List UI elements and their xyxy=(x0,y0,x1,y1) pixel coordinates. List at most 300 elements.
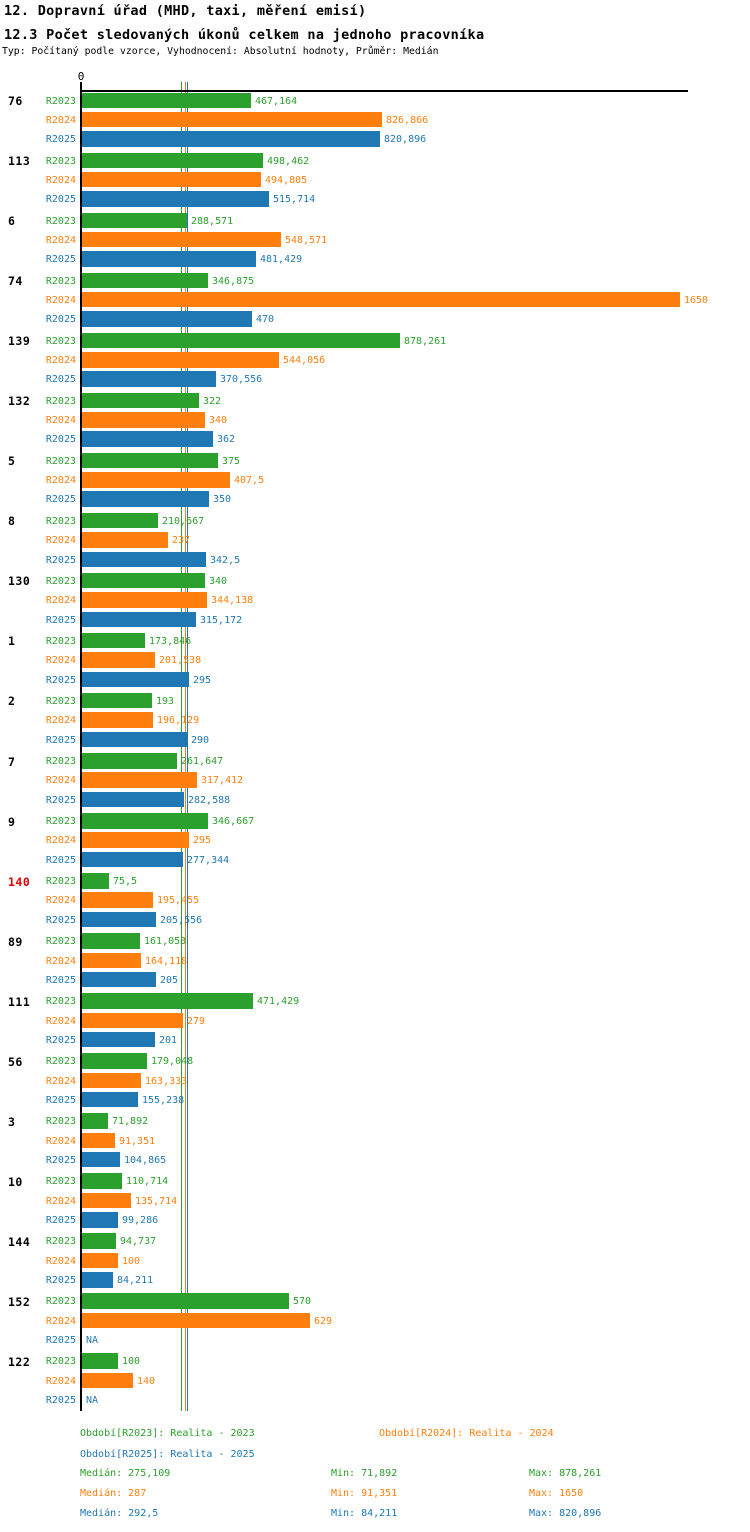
series-label-r2024: R2024 xyxy=(45,715,76,727)
stat-min-r2023: Min: 71,892 xyxy=(331,1468,398,1479)
series-label-r2024: R2024 xyxy=(45,895,76,907)
bar-group-132 xyxy=(0,390,750,450)
bar-row xyxy=(0,1193,750,1212)
legend-item-r2025: Období[R2025]: Realita - 2025 xyxy=(80,1449,255,1460)
group-label: 8 xyxy=(8,514,16,529)
bar-group-9 xyxy=(0,811,750,871)
bar-r2024 xyxy=(82,652,155,668)
bar-value-label: 570 xyxy=(293,1296,312,1308)
series-label-r2023: R2023 xyxy=(45,1236,76,1248)
bar-value-label: 470 xyxy=(256,314,275,326)
series-label-r2025: R2025 xyxy=(45,194,76,206)
bar-r2023 xyxy=(82,933,140,949)
x-axis-line xyxy=(80,90,688,92)
bar-r2024 xyxy=(82,1193,131,1209)
series-label-r2023: R2023 xyxy=(45,95,76,107)
bar-r2023 xyxy=(82,1113,108,1129)
group-label: 76 xyxy=(8,94,23,108)
bar-row xyxy=(0,813,750,832)
group-label: 7 xyxy=(8,754,16,769)
series-label-r2023: R2023 xyxy=(45,756,76,768)
bar-row xyxy=(0,453,750,472)
bar-r2025 xyxy=(82,912,156,928)
bar-value-label: 340 xyxy=(209,575,228,587)
series-label-r2025: R2025 xyxy=(45,1034,76,1046)
bar-row xyxy=(0,1152,750,1171)
bar-value-label: 99,286 xyxy=(122,1215,159,1227)
page-subtitle: 12.3 Počet sledovaných úkonů celkem na jednoho pracovníka xyxy=(4,27,485,43)
series-label-r2025: R2025 xyxy=(45,914,76,926)
bar-r2023 xyxy=(82,573,205,589)
bar-row xyxy=(0,1133,750,1152)
group-label: 139 xyxy=(8,334,31,349)
bar-r2024 xyxy=(82,592,207,608)
series-label-r2023: R2023 xyxy=(45,575,76,587)
bar-row xyxy=(0,1053,750,1072)
bar-value-label: 317,412 xyxy=(201,775,244,787)
series-label-r2024: R2024 xyxy=(45,775,76,787)
bar-value-label: 161,053 xyxy=(144,936,187,948)
bar-row xyxy=(0,873,750,892)
series-label-r2023: R2023 xyxy=(45,215,76,227)
bar-value-label: 481,429 xyxy=(260,254,303,266)
bar-value-label: 155,238 xyxy=(142,1094,185,1106)
series-label-r2023: R2023 xyxy=(45,695,76,707)
bar-r2024 xyxy=(82,1133,115,1149)
bar-r2025 xyxy=(82,131,380,147)
group-label: 9 xyxy=(8,814,16,829)
bar-r2024 xyxy=(82,532,168,548)
bar-row xyxy=(0,732,750,751)
bar-value-label: 193 xyxy=(156,695,175,707)
bar-group-139 xyxy=(0,330,750,390)
bar-value-label: 100 xyxy=(122,1255,141,1267)
bar-group-113 xyxy=(0,150,750,210)
group-label: 140 xyxy=(8,874,31,889)
bar-r2025 xyxy=(82,672,189,688)
bar-value-label: 295 xyxy=(193,835,212,847)
bar-value-label: 826,866 xyxy=(386,114,429,126)
bar-value-label: 195,455 xyxy=(157,895,200,907)
bar-r2024 xyxy=(82,1253,118,1269)
bar-r2025 xyxy=(82,1152,120,1168)
bar-row xyxy=(0,191,750,210)
series-label-r2025: R2025 xyxy=(45,434,76,446)
group-label: 122 xyxy=(8,1354,31,1369)
bar-r2024 xyxy=(82,1373,133,1389)
series-label-r2025: R2025 xyxy=(45,974,76,986)
series-label-r2024: R2024 xyxy=(45,1015,76,1027)
bar-r2023 xyxy=(82,273,208,289)
bar-row xyxy=(0,1013,750,1032)
bar-r2023 xyxy=(82,633,145,649)
bar-r2025 xyxy=(82,732,187,748)
bar-row xyxy=(0,412,750,431)
bar-value-label: 179,048 xyxy=(151,1056,194,1068)
bar-row xyxy=(0,912,750,931)
series-label-r2023: R2023 xyxy=(45,155,76,167)
bar-row xyxy=(0,892,750,911)
bar-r2023 xyxy=(82,393,199,409)
stat-max-r2023: Max: 878,261 xyxy=(529,1468,602,1479)
bar-value-label: 471,429 xyxy=(257,996,300,1008)
bar-row xyxy=(0,172,750,191)
bar-row xyxy=(0,1272,750,1291)
bar-row xyxy=(0,491,750,510)
bar-value-label: NA xyxy=(86,1335,99,1347)
series-label-r2024: R2024 xyxy=(45,955,76,967)
series-label-r2025: R2025 xyxy=(45,254,76,266)
bar-row xyxy=(0,472,750,491)
group-label: 89 xyxy=(8,934,23,949)
bar-row xyxy=(0,153,750,172)
series-label-r2023: R2023 xyxy=(45,1176,76,1188)
bar-r2023 xyxy=(82,453,218,469)
bar-value-label: 346,667 xyxy=(212,816,255,828)
bar-row xyxy=(0,852,750,871)
group-label: 111 xyxy=(8,994,31,1009)
bar-value-label: 407,5 xyxy=(234,475,265,487)
bar-group-76 xyxy=(0,90,750,150)
bar-value-label: 322 xyxy=(203,395,222,407)
stat-median-r2024: Medián: 287 xyxy=(80,1488,147,1499)
bar-value-label: 237 xyxy=(172,535,191,547)
bar-groups xyxy=(0,90,750,1411)
bar-r2024 xyxy=(82,1313,310,1329)
bar-r2025 xyxy=(82,191,269,207)
series-label-r2024: R2024 xyxy=(45,1135,76,1147)
bar-row xyxy=(0,1173,750,1192)
bar-row xyxy=(0,712,750,731)
bar-value-label: 104,865 xyxy=(124,1154,167,1166)
bar-row xyxy=(0,532,750,551)
series-label-r2024: R2024 xyxy=(45,234,76,246)
series-label-r2024: R2024 xyxy=(45,1075,76,1087)
bar-r2024 xyxy=(82,352,279,368)
bar-value-label: 201,538 xyxy=(159,655,202,667)
stat-min-r2025: Min: 84,211 xyxy=(331,1508,398,1519)
series-label-r2024: R2024 xyxy=(45,415,76,427)
series-label-r2023: R2023 xyxy=(45,1356,76,1368)
bar-r2025 xyxy=(82,431,213,447)
bar-r2024 xyxy=(82,232,281,248)
series-label-r2024: R2024 xyxy=(45,835,76,847)
bar-row xyxy=(0,1032,750,1051)
bar-value-label: 344,138 xyxy=(211,595,254,607)
bar-value-label: 210,667 xyxy=(162,515,205,527)
series-label-r2024: R2024 xyxy=(45,294,76,306)
bar-value-label: 315,172 xyxy=(200,614,243,626)
bar-r2025 xyxy=(82,1032,155,1048)
bar-value-label: 820,896 xyxy=(384,134,427,146)
group-label: 132 xyxy=(8,394,31,409)
stat-median-r2023: Medián: 275,109 xyxy=(80,1468,171,1479)
bar-value-label: 362 xyxy=(217,434,236,446)
series-label-r2025: R2025 xyxy=(45,134,76,146)
series-label-r2025: R2025 xyxy=(45,734,76,746)
series-label-r2025: R2025 xyxy=(45,1275,76,1287)
bar-row xyxy=(0,352,750,371)
bar-value-label: 346,875 xyxy=(212,275,255,287)
series-label-r2023: R2023 xyxy=(45,876,76,888)
bar-r2025 xyxy=(82,1212,118,1228)
bar-r2024 xyxy=(82,292,680,308)
bar-row xyxy=(0,972,750,991)
series-label-r2024: R2024 xyxy=(45,1315,76,1327)
bar-r2025 xyxy=(82,552,206,568)
group-label: 130 xyxy=(8,574,31,589)
bar-value-label: 277,344 xyxy=(187,854,230,866)
bar-r2023 xyxy=(82,1293,289,1309)
bar-row xyxy=(0,1212,750,1231)
bar-value-label: 340 xyxy=(209,415,228,427)
series-label-r2025: R2025 xyxy=(45,314,76,326)
series-label-r2025: R2025 xyxy=(45,794,76,806)
bar-row xyxy=(0,792,750,811)
bar-row xyxy=(0,1353,750,1372)
bar-value-label: 515,714 xyxy=(273,194,316,206)
series-label-r2025: R2025 xyxy=(45,554,76,566)
series-label-r2024: R2024 xyxy=(45,355,76,367)
bar-value-label: 201 xyxy=(159,1034,178,1046)
bar-row xyxy=(0,933,750,952)
bar-value-label: 1650 xyxy=(684,294,709,306)
bar-row xyxy=(0,431,750,450)
bar-row xyxy=(0,1332,750,1351)
bar-group-7 xyxy=(0,751,750,811)
series-label-r2024: R2024 xyxy=(45,1255,76,1267)
group-label: 152 xyxy=(8,1294,31,1309)
series-label-r2024: R2024 xyxy=(45,475,76,487)
bar-value-label: 71,892 xyxy=(112,1116,149,1128)
bar-row xyxy=(0,333,750,352)
bar-r2025 xyxy=(82,792,184,808)
bar-row xyxy=(0,953,750,972)
series-label-r2023: R2023 xyxy=(45,1116,76,1128)
bar-row xyxy=(0,131,750,150)
bar-r2023 xyxy=(82,1233,116,1249)
bar-group-56 xyxy=(0,1051,750,1111)
bar-value-label: 350 xyxy=(213,494,232,506)
bar-r2023 xyxy=(82,873,109,889)
group-label: 2 xyxy=(8,694,16,709)
bar-row xyxy=(0,112,750,131)
bar-r2025 xyxy=(82,852,183,868)
bar-row xyxy=(0,1313,750,1332)
bar-row xyxy=(0,371,750,390)
bar-r2023 xyxy=(82,513,158,529)
bar-group-8 xyxy=(0,510,750,570)
bar-row xyxy=(0,652,750,671)
bar-r2024 xyxy=(82,712,153,728)
bar-value-label: 494,805 xyxy=(265,174,308,186)
bar-row xyxy=(0,1092,750,1111)
bar-value-label: 375 xyxy=(222,455,241,467)
bar-group-6 xyxy=(0,210,750,270)
bar-row xyxy=(0,311,750,330)
bar-r2025 xyxy=(82,612,196,628)
bar-value-label: 140 xyxy=(137,1375,156,1387)
bar-row xyxy=(0,1073,750,1092)
bar-value-label: 261,647 xyxy=(181,756,224,768)
bar-r2024 xyxy=(82,1013,183,1029)
bar-r2024 xyxy=(82,412,205,428)
bar-r2023 xyxy=(82,333,400,349)
bar-value-label: 279 xyxy=(187,1015,206,1027)
legend-item-r2023: Období[R2023]: Realita - 2023 xyxy=(80,1428,255,1439)
bar-group-122 xyxy=(0,1351,750,1411)
bar-group-152 xyxy=(0,1291,750,1351)
bar-r2024 xyxy=(82,1073,141,1089)
bar-r2025 xyxy=(82,1272,113,1288)
bar-r2023 xyxy=(82,813,208,829)
series-label-r2023: R2023 xyxy=(45,275,76,287)
bar-row xyxy=(0,573,750,592)
bar-value-label: 548,571 xyxy=(285,234,328,246)
bar-value-label: 135,714 xyxy=(135,1195,178,1207)
bar-row xyxy=(0,832,750,851)
bar-r2024 xyxy=(82,953,141,969)
bar-group-144 xyxy=(0,1231,750,1291)
bar-r2025 xyxy=(82,311,252,327)
series-label-r2025: R2025 xyxy=(45,1335,76,1347)
bar-group-140 xyxy=(0,871,750,931)
series-label-r2024: R2024 xyxy=(45,595,76,607)
bar-row xyxy=(0,513,750,532)
bar-r2025 xyxy=(82,1092,138,1108)
series-label-r2023: R2023 xyxy=(45,335,76,347)
bar-r2025 xyxy=(82,371,216,387)
bar-value-label: 282,588 xyxy=(188,794,231,806)
bar-value-label: 173,846 xyxy=(149,635,192,647)
bar-r2024 xyxy=(82,772,197,788)
stat-median-r2025: Medián: 292,5 xyxy=(80,1508,159,1519)
group-label: 3 xyxy=(8,1114,16,1129)
bar-row xyxy=(0,592,750,611)
bar-value-label: 94,737 xyxy=(120,1236,157,1248)
series-label-r2023: R2023 xyxy=(45,515,76,527)
bar-group-1 xyxy=(0,630,750,690)
bar-value-label: 629 xyxy=(314,1315,333,1327)
bar-row xyxy=(0,1373,750,1392)
series-label-r2023: R2023 xyxy=(45,455,76,467)
bar-value-label: 205 xyxy=(160,974,179,986)
series-label-r2025: R2025 xyxy=(45,1215,76,1227)
bar-r2023 xyxy=(82,1053,147,1069)
series-label-r2023: R2023 xyxy=(45,635,76,647)
bar-r2023 xyxy=(82,1353,118,1369)
bar-value-label: 290 xyxy=(191,734,210,746)
group-label: 1 xyxy=(8,634,16,649)
series-label-r2023: R2023 xyxy=(45,816,76,828)
bar-value-label: 100 xyxy=(122,1356,141,1368)
bar-row xyxy=(0,993,750,1012)
bar-value-label: 91,351 xyxy=(119,1135,156,1147)
stat-min-r2024: Min: 91,351 xyxy=(331,1488,398,1499)
bar-row xyxy=(0,1113,750,1132)
group-label: 6 xyxy=(8,214,16,229)
bar-r2023 xyxy=(82,153,263,169)
series-label-r2023: R2023 xyxy=(45,936,76,948)
bar-value-label: 498,462 xyxy=(267,155,310,167)
chart-meta-line: Typ: Počítaný podle vzorce, Vyhodnocení: Absolutní hodnoty, Průměr: Medián xyxy=(2,46,439,57)
bar-group-10 xyxy=(0,1171,750,1231)
stat-max-r2025: Max: 820,896 xyxy=(529,1508,602,1519)
series-label-r2025: R2025 xyxy=(45,674,76,686)
group-label: 5 xyxy=(8,454,16,469)
bar-row xyxy=(0,1392,750,1411)
bar-r2025 xyxy=(82,491,209,507)
bar-r2024 xyxy=(82,172,261,188)
page-title: 12. Dopravní úřad (MHD, taxi, měření emisí) xyxy=(4,3,367,19)
group-label: 74 xyxy=(8,274,23,289)
bar-value-label: 196,129 xyxy=(157,715,200,727)
bar-value-label: 164,118 xyxy=(145,955,188,967)
bar-value-label: 84,211 xyxy=(117,1275,154,1287)
bar-group-89 xyxy=(0,931,750,991)
bar-r2023 xyxy=(82,93,251,109)
bar-r2024 xyxy=(82,832,189,848)
series-label-r2025: R2025 xyxy=(45,854,76,866)
bar-row xyxy=(0,213,750,232)
group-label: 113 xyxy=(8,154,31,169)
bar-row xyxy=(0,393,750,412)
bar-row xyxy=(0,612,750,631)
series-label-r2024: R2024 xyxy=(45,114,76,126)
group-label: 56 xyxy=(8,1054,23,1069)
series-label-r2024: R2024 xyxy=(45,1375,76,1387)
bar-group-111 xyxy=(0,991,750,1051)
bar-r2024 xyxy=(82,112,382,128)
series-label-r2025: R2025 xyxy=(45,614,76,626)
bar-row xyxy=(0,633,750,652)
bar-r2024 xyxy=(82,472,230,488)
series-label-r2023: R2023 xyxy=(45,395,76,407)
bar-row xyxy=(0,772,750,791)
bar-row xyxy=(0,251,750,270)
bar-row xyxy=(0,753,750,772)
series-label-r2025: R2025 xyxy=(45,494,76,506)
series-label-r2024: R2024 xyxy=(45,535,76,547)
bar-r2025 xyxy=(82,972,156,988)
series-label-r2024: R2024 xyxy=(45,1195,76,1207)
bar-group-5 xyxy=(0,450,750,510)
series-label-r2023: R2023 xyxy=(45,1056,76,1068)
stat-max-r2024: Max: 1650 xyxy=(529,1488,584,1499)
bar-r2023 xyxy=(82,213,187,229)
bar-group-74 xyxy=(0,270,750,330)
bar-value-label: 288,571 xyxy=(191,215,234,227)
bar-group-3 xyxy=(0,1111,750,1171)
bar-value-label: 878,261 xyxy=(404,335,447,347)
group-label: 144 xyxy=(8,1234,31,1249)
bar-row xyxy=(0,292,750,311)
bar-r2023 xyxy=(82,753,177,769)
bar-value-label: 544,056 xyxy=(283,355,326,367)
bar-row xyxy=(0,1233,750,1252)
bar-row xyxy=(0,1293,750,1312)
series-label-r2024: R2024 xyxy=(45,655,76,667)
bar-value-label: 370,556 xyxy=(220,374,263,386)
series-label-r2023: R2023 xyxy=(45,1296,76,1308)
bar-value-label: 205,556 xyxy=(160,914,203,926)
bar-row xyxy=(0,693,750,712)
bar-r2023 xyxy=(82,993,253,1009)
series-label-r2025: R2025 xyxy=(45,1154,76,1166)
series-label-r2025: R2025 xyxy=(45,374,76,386)
bar-r2024 xyxy=(82,892,153,908)
bar-row xyxy=(0,93,750,112)
